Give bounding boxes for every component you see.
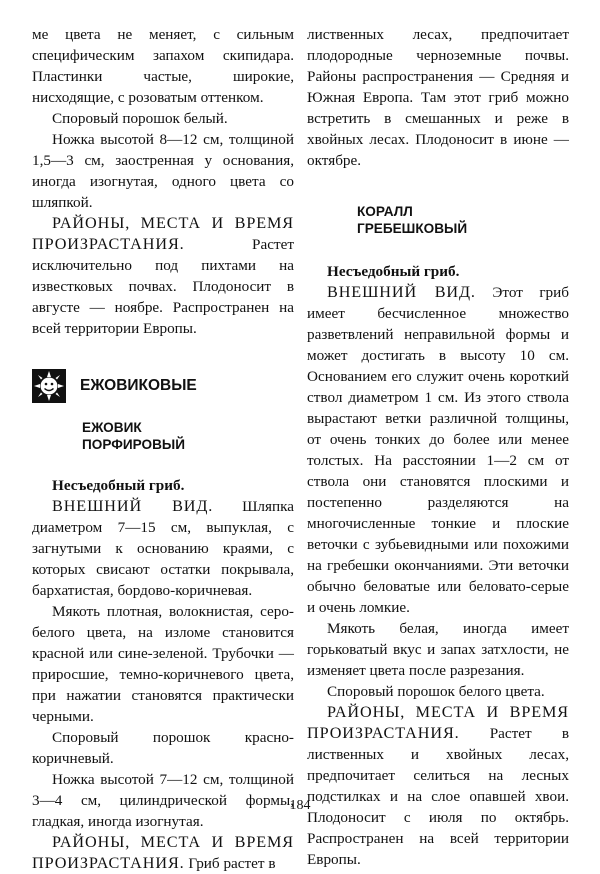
paragraph-text: Растет исключительно под пихтами на известковых почвах. Плодоносит в августе — ноябре. Распространен на всей территории Европы. bbox=[32, 236, 294, 337]
page-number: 184 bbox=[289, 798, 311, 813]
species-title bbox=[307, 203, 569, 237]
paragraph-text: Растет в лиственных и хвойных лесах, предпочитает селиться на лесных подстилках и на слое опавшей хвои. Плодоносит с июля по октябрь. Распространен на всей территории Европы. bbox=[307, 725, 569, 868]
paragraph: Мякоть плотная, волокнистая, серо-белого цвета, на изломе становится красной или сине-зеленой. Трубочки — приросшие, темно-коричневого цвета, при нажатии становятся практически черными. bbox=[32, 603, 294, 725]
paragraph: Споровый порошок красно-коричневый. bbox=[32, 729, 294, 767]
species-title-line: ГРЕБЕШКОВЫЙ bbox=[357, 221, 468, 236]
caps-heading: РАЙОНЫ, МЕСТА И ВРЕМЯ ПРОИЗРАСТАНИЯ. bbox=[32, 833, 294, 872]
left-column bbox=[32, 24, 294, 874]
paragraph-text: Этот гриб имеет бесчисленное множество разветвлений неправильной формы и может достигать в высоту 10 см. Основанием его служит очень короткий ствол диаметром 1 см. Из этого ствола вырастают ветки различной толщины, от очень тонких до более или менее толстых. На расстоянии 1—2 см от ствола они становятся плоскими и постепенно разделяются на многочисленные тонкие и плоские веточки с зубьевидными или похожими на гребешки окончаниями. Эти веточки обычно беловатые или беловато-серые и очень ломкие. bbox=[307, 284, 570, 616]
section-title: ЕЖОВИКОВЫЕ bbox=[80, 377, 197, 394]
paragraph-text: Шляпка диаметром 7—15 см, выпуклая, с загнутыми к основанию краями, с которых свисают остатки покрывала, бархатистая, бордово-коричневая. bbox=[32, 498, 294, 599]
paragraph: Мякоть белая, иногда имеет горьковатый вкус и запах затхлости, не изменяет цвета после разрезания. bbox=[307, 620, 569, 679]
caps-heading: РАЙОНЫ, МЕСТА И ВРЕМЯ ПРОИЗРАСТАНИЯ. bbox=[32, 214, 294, 253]
paragraph bbox=[32, 496, 294, 601]
paragraph bbox=[32, 832, 294, 874]
sun-face-icon bbox=[32, 369, 66, 403]
paragraph: ме цвета не меняет, с сильным специфическим запахом скипидара. Пластинки частые, широкие, нисходящие, с розоватым оттенком. bbox=[32, 26, 294, 106]
caps-heading: ВНЕШНИЙ ВИД. bbox=[327, 283, 476, 301]
caps-heading: ВНЕШНИЙ ВИД. bbox=[52, 497, 214, 515]
paragraph bbox=[32, 213, 294, 339]
species-title-line: ПОРФИРОВЫЙ bbox=[82, 437, 185, 452]
paragraph bbox=[307, 702, 569, 870]
section-header bbox=[32, 369, 294, 403]
species-title-line: ЕЖОВИК bbox=[82, 420, 142, 435]
caps-heading: РАЙОНЫ, МЕСТА И ВРЕМЯ ПРОИЗРАСТАНИЯ. bbox=[307, 703, 569, 742]
paragraph bbox=[307, 282, 569, 618]
paragraph: Споровый порошок белого цвета. bbox=[327, 683, 545, 700]
paragraph: Споровый порошок белый. bbox=[52, 110, 228, 127]
paragraph-text: Гриб растет в bbox=[188, 855, 276, 872]
paragraph: лиственных лесах, предпочитает плодородные черноземные почвы. Районы распространения — Средняя и Южная Европа. Там этот гриб можно встретить в смешанных и реже в хвойных лесах. Плодоносит в июне — октябре. bbox=[307, 26, 569, 169]
paragraph: Ножка высотой 7—12 см, толщиной 3—4 см, цилиндрической формы, гладкая, иногда изогнутая. bbox=[32, 771, 294, 830]
species-title-line: КОРАЛЛ bbox=[357, 204, 413, 219]
species-title bbox=[32, 419, 294, 453]
paragraph: Ножка высотой 8—12 см, толщиной 1,5—3 см, заостренная у основания, иногда изогнутая, одного цвета со шляпкой. bbox=[32, 131, 294, 211]
edibility-note: Несъедобный гриб. bbox=[52, 477, 185, 494]
edibility-note: Несъедобный гриб. bbox=[327, 263, 460, 280]
right-column bbox=[307, 24, 569, 870]
